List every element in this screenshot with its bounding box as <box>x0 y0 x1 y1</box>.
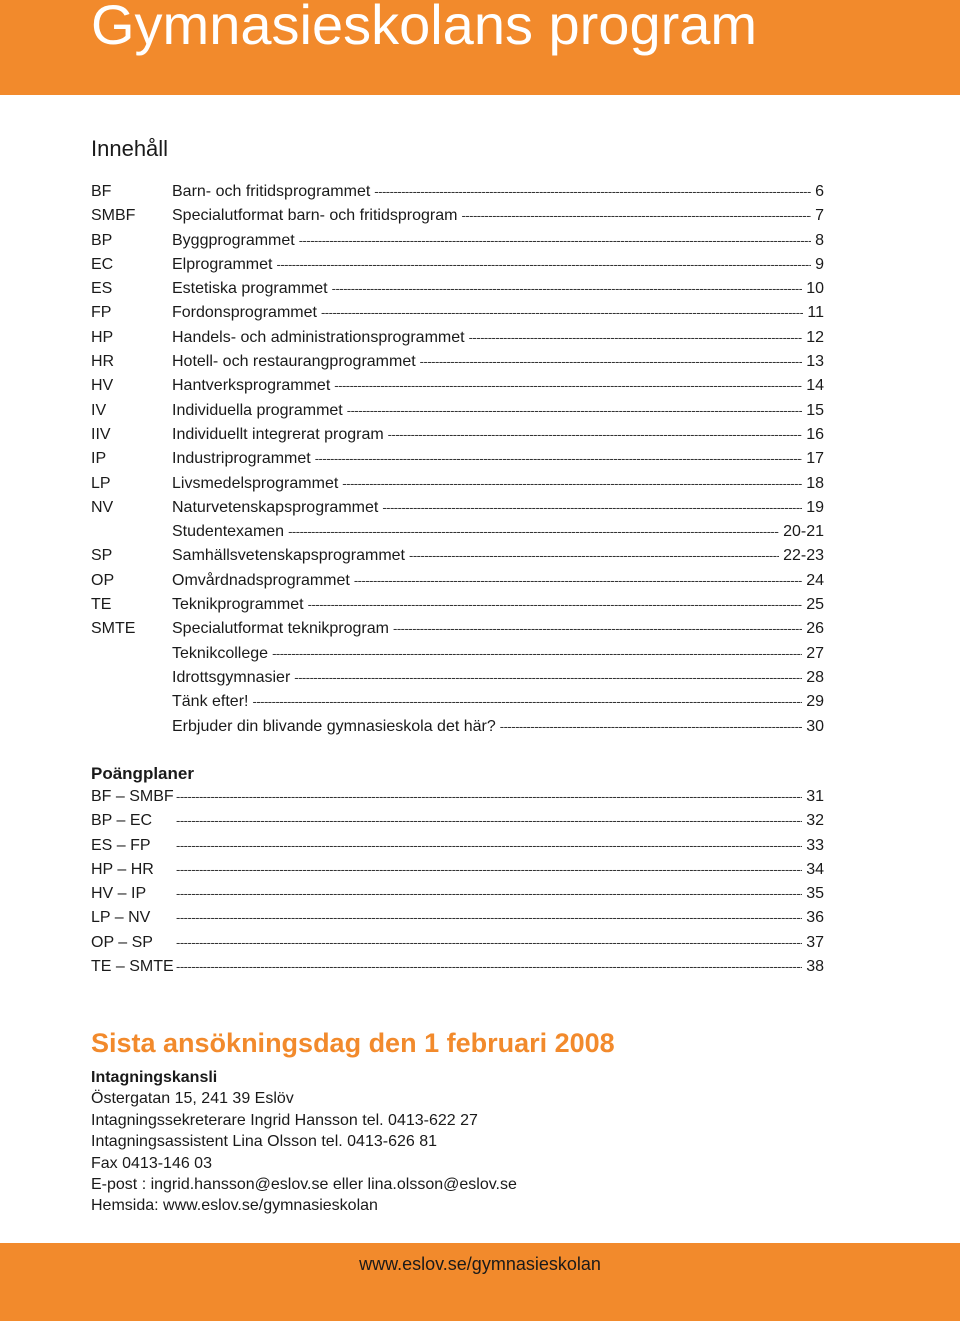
toc-title: Naturvetenskapsprogrammet <box>172 498 379 516</box>
toc-leader <box>272 646 802 661</box>
toc-leader <box>315 451 802 466</box>
toc-title: Teknikcollege <box>172 644 269 662</box>
toc-page: 17 <box>806 450 824 468</box>
toc-page: 14 <box>806 377 824 395</box>
poang-page: 32 <box>806 812 824 830</box>
poang-page: 34 <box>806 860 824 878</box>
toc-page: 19 <box>806 498 824 516</box>
toc-row <box>91 207 824 231</box>
toc-title: Specialutformat teknikprogram <box>172 620 389 638</box>
toc-row <box>91 304 824 328</box>
toc-code: NV <box>91 498 114 516</box>
toc-row <box>91 572 824 596</box>
toc-code: IV <box>91 401 107 419</box>
toc-row <box>91 596 824 620</box>
toc-page: 18 <box>806 474 824 492</box>
toc-code: EC <box>91 255 114 273</box>
toc-leader <box>308 597 803 612</box>
poang-leader <box>176 789 802 804</box>
poang-page: 37 <box>806 933 824 951</box>
footer-link[interactable]: www.eslov.se/gymnasieskolan <box>359 1254 601 1274</box>
toc-code: BF <box>91 183 112 200</box>
toc-code: IP <box>91 450 107 468</box>
poang-code: HV – IP <box>91 885 147 903</box>
toc-page: 27 <box>806 644 824 662</box>
toc-title: Erbjuder din blivande gymnasieskola det här? <box>172 717 496 735</box>
poang-code: OP – SP <box>91 933 153 951</box>
toc-row <box>91 426 824 450</box>
toc-title: Hantverksprogrammet <box>172 377 331 395</box>
toc-code: HP <box>91 328 114 346</box>
contact-block <box>91 1067 517 1217</box>
toc-leader <box>342 476 802 491</box>
toc-row <box>91 475 824 499</box>
toc-page: 8 <box>815 231 824 249</box>
toc-title: Studentexamen <box>172 523 285 541</box>
page-title: Gymnasieskolans program <box>91 0 758 56</box>
contents-heading: Innehåll <box>91 136 169 161</box>
toc-leader <box>334 378 802 393</box>
contact-secretary: Intagningssekreterare Ingrid Hansson tel. 0413-622 27 <box>91 1111 478 1129</box>
poang-code: HP – HR <box>91 860 154 878</box>
toc-leader <box>500 719 802 734</box>
toc-page: 26 <box>806 620 824 638</box>
poang-page: 35 <box>806 885 824 903</box>
toc-title: Samhällsvetenskapsprogrammet <box>172 547 405 565</box>
contact-address: Östergatan 15, 241 39 Eslöv <box>91 1090 294 1108</box>
toc-row <box>91 377 824 401</box>
toc-page: 16 <box>806 425 824 443</box>
toc-row <box>91 645 824 669</box>
toc-leader <box>388 427 803 442</box>
toc-row <box>91 718 824 742</box>
toc-code: TE <box>91 596 112 614</box>
table-of-contents <box>91 183 824 742</box>
poang-row <box>91 812 824 836</box>
toc-row <box>91 329 824 353</box>
poang-row <box>91 909 824 933</box>
toc-code: HV <box>91 377 114 395</box>
toc-page: 12 <box>806 328 824 346</box>
toc-page: 6 <box>815 183 824 200</box>
toc-leader <box>382 500 802 515</box>
toc-page: 24 <box>806 571 824 589</box>
toc-leader <box>469 330 803 345</box>
toc-title: Byggprogrammet <box>172 231 295 249</box>
toc-row <box>91 450 824 474</box>
toc-code: FP <box>91 304 112 322</box>
toc-title: Barn- och fritidsprogrammet <box>172 183 371 200</box>
toc-title: Idrottsgymnasier <box>172 668 291 686</box>
toc-leader <box>409 548 779 563</box>
poang-code: ES – FP <box>91 836 151 854</box>
poang-row <box>91 861 824 885</box>
toc-title: Individuella programmet <box>172 401 343 419</box>
toc-code: OP <box>91 571 115 589</box>
toc-leader <box>299 233 811 248</box>
poang-list <box>91 788 824 982</box>
poang-page: 31 <box>806 788 824 805</box>
toc-page: 13 <box>806 353 824 371</box>
toc-leader <box>461 208 811 223</box>
toc-page: 7 <box>815 207 824 225</box>
toc-code: ES <box>91 280 113 298</box>
poang-leader <box>176 862 802 877</box>
toc-row <box>91 669 824 693</box>
toc-code: SP <box>91 547 113 565</box>
toc-row <box>91 232 824 256</box>
toc-leader <box>393 621 802 636</box>
toc-title: Omvårdnadsprogrammet <box>172 571 350 589</box>
toc-leader <box>276 257 811 272</box>
toc-row <box>91 547 824 571</box>
toc-code: IIV <box>91 425 111 443</box>
toc-row <box>91 523 824 547</box>
poang-leader <box>176 959 802 974</box>
toc-title: Fordonsprogrammet <box>172 304 317 322</box>
poang-row <box>91 837 824 861</box>
toc-code: HR <box>91 353 115 371</box>
contact-email[interactable]: E-post : ingrid.hansson@eslov.se eller lina.olsson@eslov.se <box>91 1176 517 1194</box>
toc-title: Tänk efter! <box>172 693 249 711</box>
poang-leader <box>176 935 802 950</box>
toc-row <box>91 402 824 426</box>
toc-page: 22-23 <box>783 547 824 565</box>
contact-assistant: Intagningsassistent Lina Olsson tel. 0413-626 81 <box>91 1133 438 1151</box>
toc-page: 25 <box>806 596 824 614</box>
toc-leader <box>288 524 779 539</box>
toc-row <box>91 280 824 304</box>
toc-code: LP <box>91 474 111 492</box>
contact-fax: Fax 0413-146 03 <box>91 1154 212 1172</box>
toc-page: 11 <box>807 304 824 322</box>
toc-leader <box>252 694 802 709</box>
toc-title: Specialutformat barn- och fritidsprogram <box>172 207 458 225</box>
poang-page: 33 <box>806 836 824 854</box>
poang-row <box>91 934 824 958</box>
poang-code: BP – EC <box>91 812 153 830</box>
toc-row <box>91 499 824 523</box>
poang-leader <box>176 838 802 853</box>
toc-code: SMTE <box>91 620 136 638</box>
toc-row <box>91 353 824 377</box>
toc-title: Individuellt integrerat program <box>172 425 384 443</box>
poang-leader <box>176 886 802 901</box>
toc-title: Industriprogrammet <box>172 450 311 468</box>
poang-code: LP – NV <box>91 909 151 927</box>
toc-row <box>91 693 824 717</box>
toc-leader <box>374 184 811 199</box>
toc-code: BP <box>91 231 113 249</box>
poang-row <box>91 788 824 812</box>
toc-title: Elprogrammet <box>172 255 273 273</box>
poang-leader <box>176 813 802 828</box>
toc-leader <box>420 354 803 369</box>
toc-page: 20-21 <box>783 523 824 541</box>
toc-leader <box>332 281 803 296</box>
toc-page: 30 <box>806 717 824 735</box>
toc-code: SMBF <box>91 207 136 225</box>
poang-page: 38 <box>806 958 824 976</box>
toc-page: 29 <box>806 693 824 711</box>
toc-page: 10 <box>806 280 824 298</box>
contact-org: Intagningskansli <box>91 1069 218 1086</box>
toc-title: Teknikprogrammet <box>172 596 304 614</box>
contact-website[interactable]: Hemsida: www.eslov.se/gymnasieskolan <box>91 1197 378 1215</box>
toc-title: Hotell- och restaurangprogrammet <box>172 353 416 371</box>
toc-row <box>91 183 824 207</box>
poang-row <box>91 885 824 909</box>
toc-title: Livsmedelsprogrammet <box>172 474 339 492</box>
poang-heading: Poängplaner <box>91 764 194 783</box>
toc-leader <box>347 403 802 418</box>
poang-leader <box>176 910 802 925</box>
poang-code: BF – SMBF <box>91 788 174 805</box>
toc-page: 15 <box>806 401 824 419</box>
toc-page: 9 <box>815 255 824 273</box>
poang-row <box>91 958 824 982</box>
toc-row <box>91 620 824 644</box>
deadline-heading: Sista ansökningsdag den 1 februari 2008 <box>91 1028 615 1058</box>
toc-page: 28 <box>806 668 824 686</box>
toc-row <box>91 256 824 280</box>
toc-title: Handels- och administrationsprogrammet <box>172 328 465 346</box>
toc-leader <box>354 573 802 588</box>
toc-title: Estetiska programmet <box>172 280 328 298</box>
toc-leader <box>294 670 802 685</box>
toc-leader <box>321 305 803 320</box>
poang-code: TE – SMTE <box>91 958 174 976</box>
poang-page: 36 <box>806 909 824 927</box>
